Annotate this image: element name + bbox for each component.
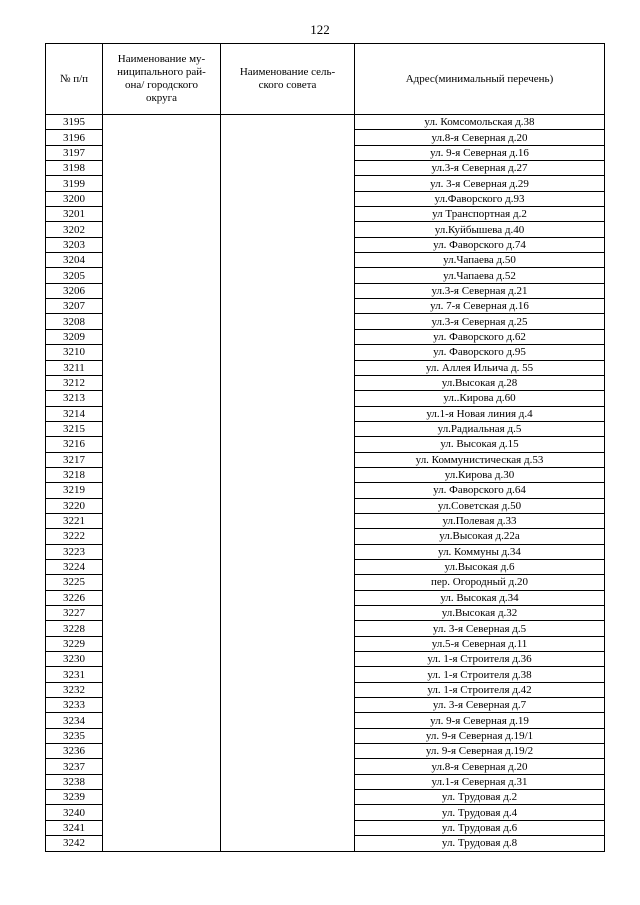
header-council [221, 44, 355, 115]
row-number: 3202 [46, 222, 103, 237]
row-number: 3213 [46, 391, 103, 406]
row-address: ул. 9-я Северная д.19 [355, 713, 605, 728]
row-address: ул. Трудовая д.2 [355, 790, 605, 805]
row-address: ул. Комсомольская д.38 [355, 115, 605, 130]
row-number: 3235 [46, 728, 103, 743]
header-number: № п/п [46, 44, 103, 115]
row-number: 3234 [46, 713, 103, 728]
row-number: 3217 [46, 452, 103, 467]
council-cell [221, 115, 355, 852]
row-number: 3225 [46, 575, 103, 590]
row-number: 3215 [46, 421, 103, 436]
row-address: ул.1-я Новая линия д.4 [355, 406, 605, 421]
row-number: 3209 [46, 329, 103, 344]
row-address: ул.3-я Северная д.21 [355, 283, 605, 298]
row-number: 3214 [46, 406, 103, 421]
row-address: ул.5-я Северная д.11 [355, 636, 605, 651]
header-district-line: округа [145, 92, 178, 104]
row-number: 3227 [46, 606, 103, 621]
row-address: ул. Коммунистическая д.53 [355, 452, 605, 467]
row-address: ул. Высокая д.34 [355, 590, 605, 605]
row-number: 3230 [46, 652, 103, 667]
row-address: ул.3-я Северная д.27 [355, 161, 605, 176]
row-number: 3201 [46, 207, 103, 222]
row-number: 3240 [46, 805, 103, 820]
row-address: ул. Трудовая д.8 [355, 836, 605, 851]
row-number: 3233 [46, 698, 103, 713]
row-number: 3221 [46, 513, 103, 528]
row-number: 3211 [46, 360, 103, 375]
row-address: ул.8-я Северная д.20 [355, 130, 605, 145]
row-address: ул Транспортная д.2 [355, 207, 605, 222]
header-district-line: она/ городского [125, 79, 198, 91]
row-number: 3199 [46, 176, 103, 191]
row-address: ул. Коммуны д.34 [355, 544, 605, 559]
row-number: 3220 [46, 498, 103, 513]
row-address: ул.Советская д.50 [355, 498, 605, 513]
row-address: ул..Кирова д.60 [355, 391, 605, 406]
row-number: 3242 [46, 836, 103, 851]
row-number: 3212 [46, 375, 103, 390]
table-body [46, 115, 605, 852]
row-address: ул.Куйбышева д.40 [355, 222, 605, 237]
row-address: ул.Фаворского д.93 [355, 191, 605, 206]
row-number: 3236 [46, 744, 103, 759]
row-address: ул.3-я Северная д.25 [355, 314, 605, 329]
header-council-line: ского совета [258, 79, 317, 91]
row-number: 3238 [46, 774, 103, 789]
header-district-line: Наименование му- [117, 53, 206, 65]
row-address: ул. Фаворского д.62 [355, 329, 605, 344]
row-address: ул. 1-я Строителя д.42 [355, 682, 605, 697]
row-number: 3196 [46, 130, 103, 145]
row-address: ул.Чапаева д.50 [355, 253, 605, 268]
row-address: ул. Фаворского д.64 [355, 483, 605, 498]
row-number: 3206 [46, 283, 103, 298]
row-address: ул.Высокая д.6 [355, 559, 605, 574]
row-number: 3218 [46, 467, 103, 482]
row-number: 3223 [46, 544, 103, 559]
row-address: ул. 7-я Северная д.16 [355, 299, 605, 314]
row-number: 3198 [46, 161, 103, 176]
row-address: ул. Трудовая д.4 [355, 805, 605, 820]
row-number: 3210 [46, 345, 103, 360]
page-number: 122 [310, 22, 330, 37]
header-council-line: Наименование сель- [239, 66, 336, 78]
row-number: 3197 [46, 145, 103, 160]
row-address: ул. Высокая д.15 [355, 437, 605, 452]
address-table [45, 43, 605, 852]
row-address: ул. Фаворского д.95 [355, 345, 605, 360]
row-address: ул. Трудовая д.6 [355, 820, 605, 835]
row-address: ул. 1-я Строителя д.36 [355, 652, 605, 667]
row-number: 3203 [46, 237, 103, 252]
row-address: ул.Кирова д.30 [355, 467, 605, 482]
table-row [46, 115, 605, 130]
header-address: Адрес(минимальный перечень) [355, 44, 605, 115]
row-number: 3232 [46, 682, 103, 697]
row-number: 3205 [46, 268, 103, 283]
row-number: 3241 [46, 820, 103, 835]
row-address: ул. 1-я Строителя д.38 [355, 667, 605, 682]
row-address: ул. 3-я Северная д.7 [355, 698, 605, 713]
row-address: пер. Огородный д.20 [355, 575, 605, 590]
row-number: 3195 [46, 115, 103, 130]
row-address: ул. 3-я Северная д.29 [355, 176, 605, 191]
row-address: ул.Высокая д.28 [355, 375, 605, 390]
row-number: 3204 [46, 253, 103, 268]
row-number: 3208 [46, 314, 103, 329]
row-number: 3222 [46, 529, 103, 544]
row-address: ул. 3-я Северная д.5 [355, 621, 605, 636]
row-number: 3239 [46, 790, 103, 805]
row-number: 3207 [46, 299, 103, 314]
row-number: 3219 [46, 483, 103, 498]
row-address: ул.1-я Северная д.31 [355, 774, 605, 789]
row-number: 3231 [46, 667, 103, 682]
table-header-row [46, 44, 605, 115]
row-number: 3224 [46, 559, 103, 574]
row-address: ул. Фаворского д.74 [355, 237, 605, 252]
row-number: 3216 [46, 437, 103, 452]
row-number: 3229 [46, 636, 103, 651]
row-address: ул. 9-я Северная д.16 [355, 145, 605, 160]
row-address: ул. 9-я Северная д.19/1 [355, 728, 605, 743]
row-address: ул.Высокая д.22а [355, 529, 605, 544]
row-address: ул.Полевая д.33 [355, 513, 605, 528]
row-number: 3228 [46, 621, 103, 636]
row-address: ул.Радиальная д.5 [355, 421, 605, 436]
row-address: ул. Аллея Ильича д. 55 [355, 360, 605, 375]
row-address: ул. 9-я Северная д.19/2 [355, 744, 605, 759]
row-address: ул.Чапаева д.52 [355, 268, 605, 283]
row-number: 3200 [46, 191, 103, 206]
header-district [103, 44, 221, 115]
row-number: 3226 [46, 590, 103, 605]
row-address: ул.Высокая д.32 [355, 606, 605, 621]
district-cell [103, 115, 221, 852]
header-district-line: ниципального рай- [117, 66, 206, 78]
row-address: ул.8-я Северная д.20 [355, 759, 605, 774]
row-number: 3237 [46, 759, 103, 774]
